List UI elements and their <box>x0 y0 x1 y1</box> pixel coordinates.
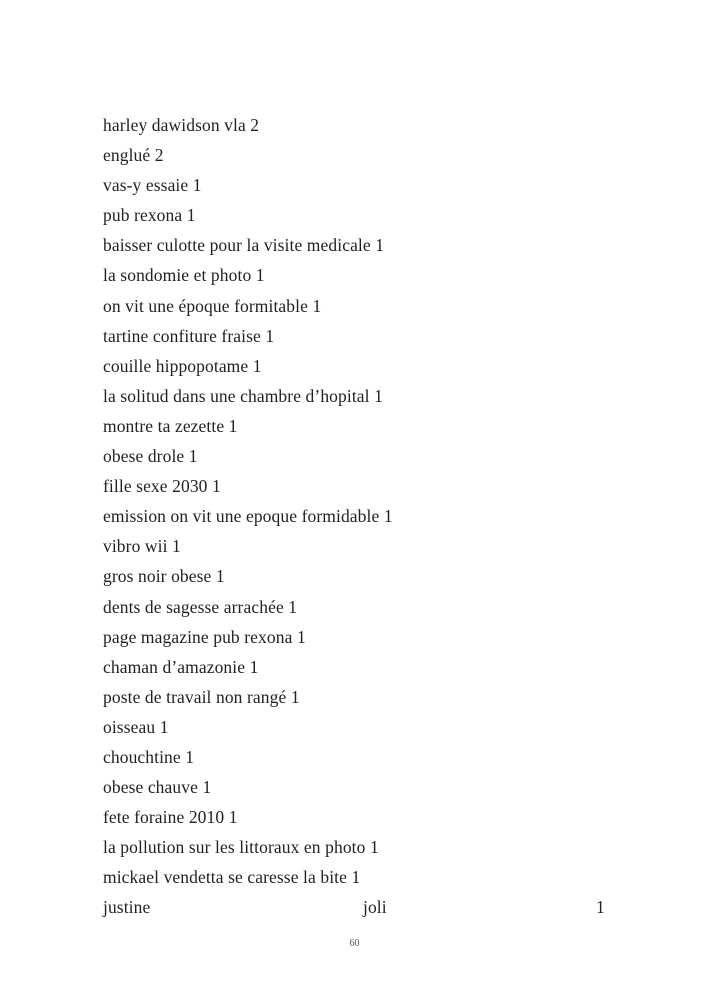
text-line: mickael vendetta se caresse la bite 1 <box>103 867 361 888</box>
text-line: dents de sagesse arrachée 1 <box>103 596 298 617</box>
text-line: chaman d’amazonie 1 <box>103 656 259 677</box>
text-line: pub rexona 1 <box>103 205 196 226</box>
text-line: poste de travail non rangé 1 <box>103 686 300 707</box>
text-line: obese drole 1 <box>103 446 198 467</box>
text-line: baisser culotte pour la visite medicale 1 <box>103 235 385 256</box>
entry-middle: joli <box>363 897 387 918</box>
text-line-columns <box>103 892 643 922</box>
text-line: la sondomie et photo 1 <box>103 265 265 286</box>
text-line: obese chauve 1 <box>103 777 212 798</box>
text-line: fille sexe 2030 1 <box>103 476 221 497</box>
text-line: la solitud dans une chambre d’hopital 1 <box>103 385 383 406</box>
text-line: harley dawidson vla 2 <box>103 115 260 135</box>
text-line: tartine confiture fraise 1 <box>103 325 275 346</box>
text-line: la pollution sur les littoraux en photo 1 <box>103 837 379 858</box>
text-line: page magazine pub rexona 1 <box>103 626 306 647</box>
page-number: 60 <box>349 938 360 949</box>
text-line: oisseau 1 <box>103 716 169 737</box>
text-block <box>103 110 643 923</box>
text-line: englué 2 <box>103 145 164 166</box>
text-line: couille hippopotame 1 <box>103 355 262 376</box>
text-line: fete foraine 2010 1 <box>103 807 238 828</box>
text-line: vibro wii 1 <box>103 536 181 557</box>
text-line: emission on vit une epoque formidable 1 <box>103 506 393 527</box>
text-line: vas-y essaie 1 <box>103 175 202 196</box>
entry-term: justine <box>103 897 151 918</box>
text-line: gros noir obese 1 <box>103 566 225 587</box>
text-line: montre ta zezette 1 <box>103 415 238 436</box>
text-line: on vit une époque formitable 1 <box>103 295 322 316</box>
entry-count: 1 <box>596 897 605 918</box>
text-line: chouchtine 1 <box>103 746 195 767</box>
